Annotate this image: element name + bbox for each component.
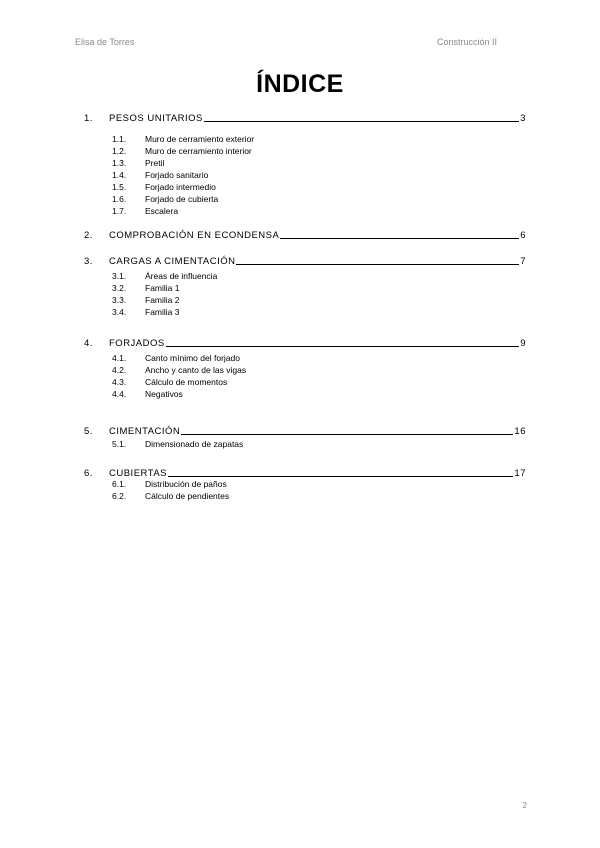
toc-leader-line (166, 346, 519, 347)
toc-subsection[interactable] (112, 437, 243, 449)
toc-subsection-title: Familia 2 (145, 295, 180, 305)
toc-subsection[interactable] (112, 375, 227, 387)
toc-subsection-title: Pretil (145, 158, 165, 168)
toc-subsection-number: 1.1. (112, 134, 127, 144)
toc-section[interactable] (84, 423, 526, 437)
toc-subsection-number: 4.3. (112, 377, 127, 387)
toc-section-title: CUBIERTAS (109, 468, 167, 479)
toc-subsection-number: 3.2. (112, 283, 127, 293)
toc-subsection-number: 5.1. (112, 439, 127, 449)
toc-section[interactable] (84, 253, 526, 267)
toc-subsection-title: Muro de cerramiento interior (145, 146, 252, 156)
toc-subsection-number: 6.1. (112, 479, 127, 489)
toc-leader-line (280, 238, 519, 239)
toc-section-title: COMPROBACIÓN EN ECONDENSA (109, 230, 280, 241)
toc-leader-line (204, 121, 519, 122)
toc-subsection[interactable] (112, 305, 179, 317)
toc-subsection-number: 1.7. (112, 206, 127, 216)
page-title: ÍNDICE (256, 70, 344, 98)
toc-section-page: 16 (514, 426, 526, 437)
toc-subsection[interactable] (112, 144, 252, 156)
toc-subsection[interactable] (112, 387, 183, 399)
page-number: 2 (522, 801, 527, 810)
toc-leader-line (181, 434, 513, 435)
toc-subsection-title: Cálculo de momentos (145, 377, 228, 387)
toc-subsection-title: Escalera (145, 206, 179, 216)
toc-section[interactable] (84, 227, 526, 241)
toc-subsection[interactable] (112, 269, 217, 281)
toc-section-number: 6. (84, 468, 93, 479)
toc-subsection-title: Ancho y canto de las vigas (145, 365, 247, 375)
toc-subsection-title: Forjado intermedio (145, 182, 216, 192)
toc-section-page: 17 (514, 468, 526, 479)
toc-subsection-number: 4.1. (112, 353, 127, 363)
toc-section-page: 7 (520, 256, 526, 267)
toc-subsection[interactable] (112, 351, 240, 363)
header-course: Construcción II (436, 37, 497, 47)
toc-section[interactable] (84, 335, 526, 349)
toc-subsection[interactable] (112, 156, 164, 168)
toc-section-number: 2. (84, 230, 93, 241)
toc-subsection[interactable] (112, 363, 246, 375)
toc-section-title: PESOS UNITARIOS (109, 113, 203, 124)
header-author: Elisa de Torres (75, 37, 135, 47)
toc-section-page: 6 (520, 230, 526, 241)
toc-section[interactable] (84, 110, 526, 124)
toc-subsection[interactable] (112, 293, 179, 305)
toc-subsection-title: Canto mínimo del forjado (145, 353, 240, 363)
toc-subsection-title: Familia 3 (145, 307, 180, 317)
toc-subsection-title: Negativos (145, 389, 183, 399)
toc-section-number: 5. (84, 426, 93, 437)
toc-subsection-number: 3.4. (112, 307, 127, 317)
toc-subsection-number: 1.2. (112, 146, 127, 156)
toc-leader-line (236, 264, 519, 265)
toc-subsection[interactable] (112, 489, 229, 501)
toc-subsection-number: 1.4. (112, 170, 127, 180)
toc-subsection-title: Familia 1 (145, 283, 180, 293)
toc-subsection[interactable] (112, 204, 178, 216)
toc-section-title: CARGAS A CIMENTACIÓN (109, 256, 236, 267)
toc-subsection-number: 1.5. (112, 182, 127, 192)
toc-subsection-number: 4.4. (112, 389, 127, 399)
toc-section-title: FORJADOS (109, 338, 165, 349)
toc-subsection[interactable] (112, 132, 254, 144)
toc-subsection-title: Dimensionado de zapatas (145, 439, 244, 449)
toc-subsection-number: 3.1. (112, 271, 127, 281)
toc-section-page: 9 (520, 338, 526, 349)
toc-section-number: 4. (84, 338, 93, 349)
toc-section-number: 3. (84, 256, 93, 267)
toc-subsection-number: 3.3. (112, 295, 127, 305)
toc-subsection-number: 1.6. (112, 194, 127, 204)
toc-subsection[interactable] (112, 477, 227, 489)
toc-subsection-title: Muro de cerramiento exterior (145, 134, 255, 144)
toc-section-number: 1. (84, 113, 93, 124)
toc-subsection[interactable] (112, 180, 216, 192)
toc-subsection[interactable] (112, 281, 179, 293)
toc-subsection-title: Áreas de influencia (145, 271, 218, 281)
toc-subsection[interactable] (112, 168, 208, 180)
toc-subsection-title: Forjado sanitario (145, 170, 209, 180)
toc-subsection-number: 6.2. (112, 491, 127, 501)
toc-subsection-number: 1.3. (112, 158, 127, 168)
toc-subsection-title: Forjado de cubierta (145, 194, 219, 204)
toc-section-page: 3 (520, 113, 526, 124)
toc-subsection[interactable] (112, 192, 218, 204)
toc-section-title: CIMENTACIÓN (109, 426, 181, 437)
toc-subsection-title: Cálculo de pendientes (145, 491, 230, 501)
toc-subsection-title: Distribución de paños (145, 479, 227, 489)
toc-subsection-number: 4.2. (112, 365, 127, 375)
